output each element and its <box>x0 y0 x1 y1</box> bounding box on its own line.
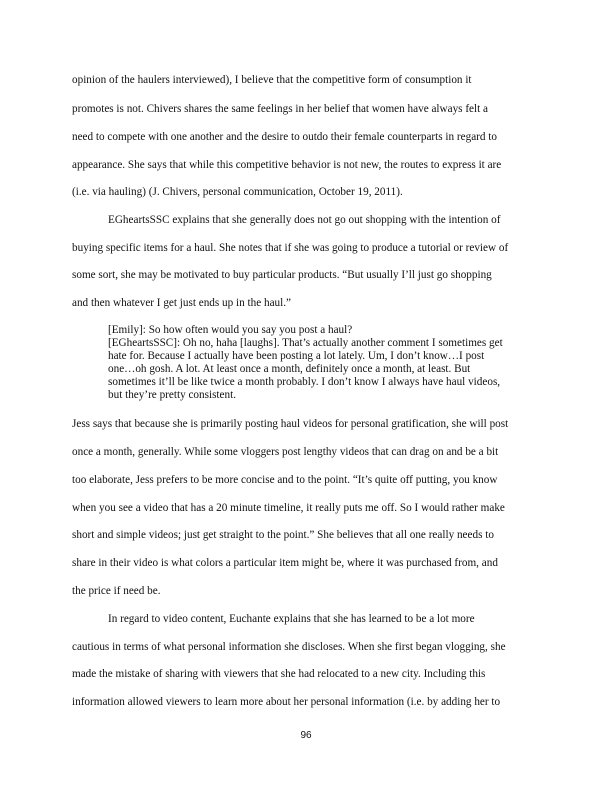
quote-line: [EGheartsSSC]: Oh no, haha [laughs]. That’s actually another comment I sometimes get <box>108 337 503 349</box>
quote-line: [Emily]: So how often would you say you post a haul? <box>108 324 353 336</box>
quote-line: sometimes it’ll be like twice a month probably. I don’t know I always have haul videos, <box>108 376 501 388</box>
text-line: need to compete with one another and the desire to outdo their female counterparts in regard to <box>72 131 497 143</box>
text-line: cautious in terms of what personal information she discloses. When she first began vlogging, she <box>72 641 506 653</box>
text-line: short and simple videos; just get straight to the point.” She believes that all one really needs to <box>72 529 494 541</box>
text-line: the price if need be. <box>72 585 161 597</box>
text-line: and then whatever I get just ends up in the haul.” <box>72 297 292 309</box>
text-line: made the mistake of sharing with viewers that she had relocated to a new city. Including this <box>72 668 486 680</box>
quote-line: hate for. Because I actually have been posting a lot lately. Um, I don’t know…I post <box>108 350 485 362</box>
text-line: too elaborate, Jess prefers to be more concise and to the point. “It’s quite off putting, you know <box>72 474 498 486</box>
text-line: opinion of the haulers interviewed), I believe that the competitive form of consumption it <box>72 74 472 86</box>
text-line: when you see a video that has a 20 minute timeline, it really puts me off. So I would rather make <box>72 502 505 514</box>
text-line: EGheartsSSC explains that she generally does not go out shopping with the intention of <box>108 214 501 226</box>
text-line: share in their video is what colors a particular item might be, where it was purchased from, and <box>72 557 498 569</box>
text-line: Jess says that because she is primarily posting haul videos for personal gratification, she will post <box>72 418 509 430</box>
text-line: promotes is not. Chivers shares the same feelings in her belief that women have always felt a <box>72 103 488 115</box>
text-line: appearance. She says that while this competitive behavior is not new, the routes to express it are <box>72 159 502 171</box>
text-line: buying specific items for a haul. She notes that if she was going to produce a tutorial or review of <box>72 242 509 254</box>
text-line: (i.e. via hauling) (J. Chivers, personal communication, October 19, 2011). <box>72 186 403 198</box>
quote-line: one…oh gosh. A lot. At least once a month, definitely once a month, at least. But <box>108 363 471 375</box>
text-line: some sort, she may be motivated to buy particular products. “But usually I’ll just go shopping <box>72 269 492 281</box>
text-line: once a month, generally. While some vloggers post lengthy videos that can drag on and be a bit <box>72 446 499 458</box>
text-line: In regard to video content, Euchante explains that she has learned to be a lot more <box>108 613 475 625</box>
text-line: information allowed viewers to learn more about her personal information (i.e. by adding her to <box>72 696 501 708</box>
page-number: 96 <box>300 730 312 741</box>
quote-line: but they’re pretty consistent. <box>108 389 237 401</box>
